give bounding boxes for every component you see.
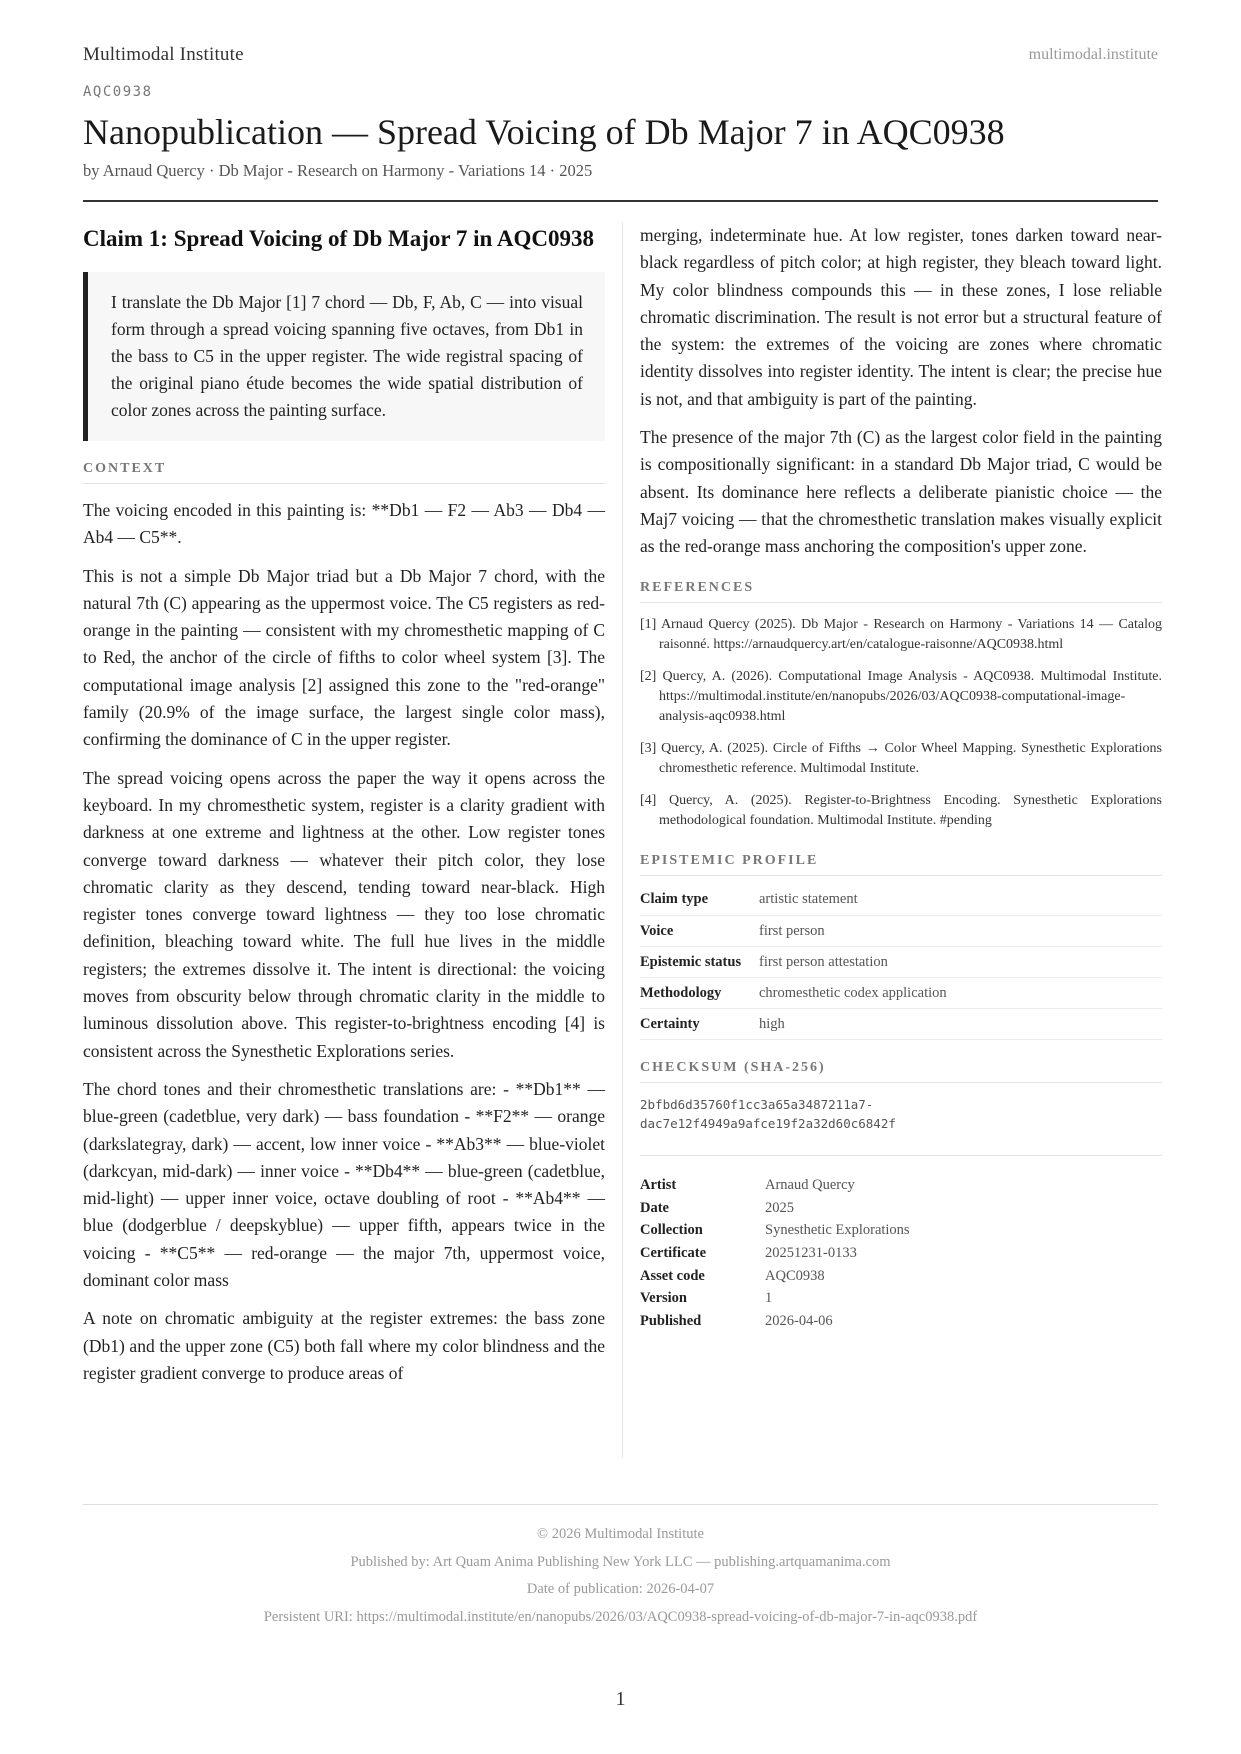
checksum-label: CHECKSUM (SHA-256) (640, 1060, 1162, 1083)
context-paragraph: merging, indeterminate hue. At low register, tones darken toward near-black regardless of pitch color; at high register, they bleach toward light. My color blindness compounds this — in these zones, I lose reliable chromatic discrimination. The result is not error but a structural feature of the system: the extremes of the voicing are zones where chromatic identity dissolves into register identity. The intent is clear; the precise hue is not, and that ambiguity is part of the painting. (640, 225, 1162, 409)
metadata-key: Published (640, 1313, 702, 1330)
metadata-key: Date (640, 1199, 669, 1216)
column-divider (622, 222, 623, 1458)
context-paragraph: The spread voicing opens across the paper the way it opens across the keyboard. In my chromesthetic system, register is a clarity gradient with darkness at one extreme and lightness at the other. Low register tones converge toward darkness — whatever their pitch color, they lose chromatic clarity as they descend, tending toward near-black. High register tones converge toward lightness — they too lose chromatic definition, bleaching toward white. The full hue lives in the middle registers; the extremes dissolve it. The intent is directional: the voicing moves from obscurity below through chromatic clarity in the middle to luminous dissolution above. This register-to-brightness encoding [4] is consistent across the Synesthetic Explorations series. (83, 767, 605, 1061)
byline: by Arnaud Quercy · Db Major - Research on Harmony - Variations 14 · 2025 (83, 161, 593, 180)
metadata-value: 1 (765, 1290, 773, 1307)
metadata-table (640, 1174, 910, 1333)
reference-item: [4] Quercy, A. (2025). Register-to-Brightness Encoding. Synesthetic Explorations methodological foundation. Multimodal Institute. #pending (640, 792, 1162, 828)
epistemic-profile-table (640, 885, 1162, 1041)
metadata-value: 2026-04-06 (765, 1313, 833, 1330)
context-paragraph: The presence of the major 7th (C) as the largest color field in the painting is compositionally significant: in a standard Db Major triad, C would be absent. Its dominance here reflects a deliberate pianistic choice — the Maj7 voicing — that the chromesthetic translation makes visually explicit as the red-orange mass anchoring the composition's upper zone. (640, 427, 1162, 557)
left-column (83, 222, 605, 1387)
references-label: REFERENCES (640, 580, 1162, 603)
epistemic-value: first person (759, 922, 825, 939)
footer-persistent-uri: Persistent URI: https://multimodal.institute/en/nanopubs/2026/03/AQC0938-spread-voicing-of-db-major-7-in-aqc0938.pdf (263, 1609, 978, 1626)
context-paragraph: The chord tones and their chromesthetic translations are: - **Db1** — blue-green (cadetblue, very dark) — bass foundation - **F2** — orange (darkslategray, dark) — accent, low inner voice - **Ab3** — blue-violet (darkcyan, mid-dark) — inner voice - **Db4** — blue-green (cadetblue, mid-light) — upper inner voice, octave doubling of root - **Ab4** — blue (dodgerblue / deepskyblue) — upper fifth, appears twice in the voicing - **C5** — red-orange — the major 7th, uppermost voice, dominant color mass (83, 1078, 605, 1291)
metadata-value: Synesthetic Explorations (765, 1222, 910, 1239)
asset-code-label: AQC0938 (83, 84, 153, 100)
institute-name: Multimodal Institute (83, 44, 244, 65)
table-row (640, 1265, 910, 1288)
table-row (640, 947, 1162, 978)
table-row (640, 1174, 910, 1197)
table-row (640, 1219, 910, 1242)
metadata-key: Version (640, 1290, 687, 1307)
metadata-value: 2025 (765, 1199, 794, 1216)
context-paragraph: The voicing encoded in this painting is: **Db1 — F2 — Ab3 — Db4 — Ab4 — C5**. (83, 500, 605, 548)
table-row (640, 885, 1162, 916)
table-row (640, 1288, 910, 1311)
epistemic-value: chromesthetic codex application (759, 984, 947, 1001)
epistemic-value: first person attestation (759, 953, 888, 970)
epistemic-key: Claim type (640, 891, 709, 908)
page-number: 1 (615, 1688, 626, 1710)
footer-publication-date: Date of publication: 2026-04-07 (526, 1581, 715, 1598)
page-title: Nanopublication — Spread Voicing of Db Major 7 in AQC0938 (83, 112, 1005, 152)
table-row (640, 1197, 910, 1220)
footer-copyright: © 2026 Multimodal Institute (537, 1526, 704, 1542)
epistemic-key: Voice (640, 922, 674, 939)
claim-statement: I translate the Db Major [1] 7 chord — Db, F, Ab, C — into visual form through a spread voicing spanning five octaves, from Db1 in the bass to C5 in the upper register. The wide registral spacing of the original piano étude becomes the wide spatial distribution of color zones across the painting surface. (83, 272, 605, 441)
metadata-divider (640, 1155, 1162, 1156)
reference-item: [2] Quercy, A. (2026). Computational Image Analysis - AQC0938. Multimodal Institute. https://multimodal.institute/en/nanopubs/2026/03/AQC0938-computational-image-analysis-aqc0938.html (640, 668, 1162, 724)
footer-divider (83, 1504, 1158, 1505)
table-row (640, 1009, 1162, 1040)
epistemic-profile-label: EPISTEMIC PROFILE (640, 853, 1162, 876)
page-footer (83, 1521, 1158, 1632)
checksum-line: 2bfbd6d35760f1cc3a65a3487211a7- (640, 1097, 874, 1113)
epistemic-value: artistic statement (759, 891, 858, 908)
footer-publisher: Published by: Art Quam Anima Publishing New York LLC — publishing.artquamanima.com (350, 1553, 891, 1570)
epistemic-key: Epistemic status (640, 953, 742, 970)
table-row (640, 978, 1162, 1009)
metadata-value: AQC0938 (765, 1267, 825, 1284)
table-row (640, 1242, 910, 1265)
context-paragraph: This is not a simple Db Major triad but a Db Major 7 chord, with the natural 7th (C) appearing as the uppermost voice. The C5 registers as red-orange in the painting — consistent with my chromesthetic mapping of C to Red, the anchor of the circle of fifths to color wheel system [3]. The computational image analysis [2] assigned this zone to the "red-orange" family (20.9% of the image surface, the largest single color mass), confirming the dominance of C in the upper register. (83, 565, 605, 750)
context-label: CONTEXT (83, 461, 605, 484)
metadata-value: Arnaud Quercy (765, 1176, 855, 1193)
right-column (640, 222, 1162, 1333)
checksum-line: dac7e12f4949a9afce19f2a32d60c6842f (640, 1116, 896, 1132)
epistemic-value: high (759, 1015, 785, 1032)
epistemic-key: Certainty (640, 1015, 700, 1032)
metadata-key: Artist (640, 1176, 677, 1193)
table-row (640, 1310, 910, 1333)
institute-site: multimodal.institute (1028, 46, 1158, 63)
epistemic-key: Methodology (640, 984, 722, 1001)
metadata-value: 20251231-0133 (765, 1244, 857, 1261)
header-divider (83, 200, 1158, 202)
checksum-value (640, 1095, 1162, 1133)
metadata-key: Asset code (640, 1267, 705, 1284)
metadata-key: Certificate (640, 1244, 707, 1261)
table-row (640, 916, 1162, 947)
reference-item: [3] Quercy, A. (2025). Circle of Fifths → Color Wheel Mapping. Synesthetic Explorations chromesthetic reference. Multimodal Institute. (640, 740, 1162, 776)
reference-item: [1] Arnaud Quercy (2025). Db Major - Research on Harmony - Variations 14 — Catalog raisonné. https://arnaudquercy.art/en/catalogue-raisonne/AQC0938.html (640, 616, 1162, 652)
metadata-key: Collection (640, 1222, 703, 1239)
claim-title: Claim 1: Spread Voicing of Db Major 7 in AQC0938 (83, 226, 594, 251)
page-header (83, 44, 1158, 68)
context-paragraph: A note on chromatic ambiguity at the register extremes: the bass zone (Db1) and the upper zone (C5) both fall where my color blindness and the register gradient converge to produce areas of (83, 1308, 605, 1383)
